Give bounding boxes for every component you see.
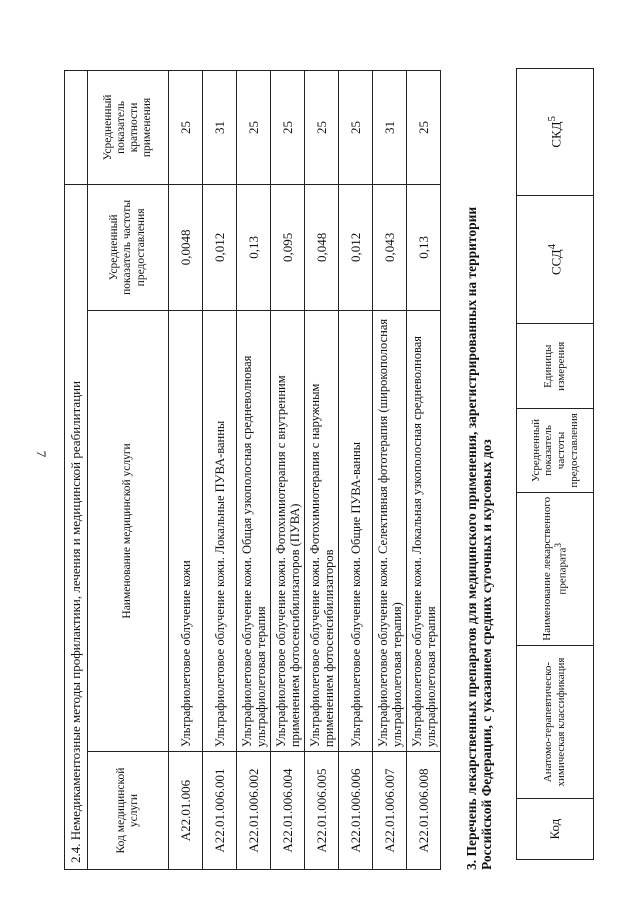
header-name: Наименование медицинской услуги — [88, 310, 169, 751]
service-frequency: 0,012 — [203, 184, 237, 310]
header-row — [88, 71, 169, 870]
table-row — [373, 71, 407, 870]
service-code: A22.01.006.008 — [407, 752, 441, 870]
service-multiplicity: 31 — [373, 71, 407, 185]
drugs-header-ssd — [517, 195, 594, 324]
table-row — [203, 71, 237, 870]
service-multiplicity: 25 — [237, 71, 271, 185]
drugs-header-row — [517, 69, 594, 860]
service-frequency: 0,095 — [271, 184, 305, 310]
table-row — [407, 71, 441, 870]
header-frequency: Усредненный показатель частоты предоставления — [88, 184, 169, 310]
service-frequency: 0,13 — [407, 184, 441, 310]
service-multiplicity: 25 — [169, 71, 203, 185]
drugs-header-ssd-footnote: 4 — [545, 244, 558, 250]
page-number: 7 — [34, 450, 49, 458]
service-code: A22.01.006.005 — [305, 752, 339, 870]
table-row — [339, 71, 373, 870]
service-code: A22.01.006.007 — [373, 752, 407, 870]
drugs-header-unit: Единицы измерения — [517, 324, 594, 409]
service-frequency: 0,048 — [305, 184, 339, 310]
section-3-heading — [464, 80, 494, 870]
service-frequency: 0,012 — [339, 184, 373, 310]
table-row — [305, 71, 339, 870]
service-name: Ультрафиолетовое облучение кожи. Локальные ПУВА-ванны — [203, 310, 237, 751]
drugs-table — [516, 68, 594, 860]
service-frequency: 0,043 — [373, 184, 407, 310]
service-code: A22.01.006.006 — [339, 752, 373, 870]
section-title: 2.4. Немедикаментозные методы профилактики, лечения и медицинской реабилитации — [65, 184, 88, 869]
section-3-heading-line2: Российской Федерации, с указанием средних суточных и курсовых доз — [479, 439, 495, 870]
service-code: A22.01.006.002 — [237, 752, 271, 870]
drugs-header-skd-text: СКД — [548, 121, 564, 148]
section-title-row — [65, 71, 88, 870]
service-multiplicity: 25 — [305, 71, 339, 185]
service-name: Ультрафиолетовое облучение кожи. Локальная узкополосная средневолновая ультрафиолетовая терапия — [407, 310, 441, 751]
section-3-heading-line1: 3. Перечень лекарственных препаратов для медицинского применения, зарегистрированных на территории — [464, 206, 479, 870]
service-frequency: 0,0048 — [169, 184, 203, 310]
service-name: Ультрафиолетовое облучение кожи. Фотохимиотерапия с наружным применением фотосенсибилизаторов — [305, 310, 339, 751]
service-name: Ультрафиолетовое облучение кожи. Общие ПУВА-ванны — [339, 310, 373, 751]
table-row — [237, 71, 271, 870]
service-code: A22.01.006.004 — [271, 752, 305, 870]
service-name: Ультрафиолетовое облучение кожи. Фотохимиотерапия с внутренним применением фотосенсибилизаторов (ПУВА) — [271, 310, 305, 751]
service-code: A22.01.006.001 — [203, 752, 237, 870]
drugs-header-ssd-text: ССД — [548, 249, 564, 275]
drugs-header-frequency: Усредненный показатель частоты предоставления — [517, 409, 594, 492]
service-name: Ультрафиолетовое облучение кожи — [169, 310, 203, 751]
drugs-header-drug-footnote: 3 — [553, 543, 564, 548]
drugs-header-drug-text: Наименование лекарственного препарата — [540, 496, 569, 641]
table-row — [169, 71, 203, 870]
drugs-header-skd — [517, 69, 594, 196]
drugs-header-code: Код — [517, 799, 594, 860]
rotated-page — [64, 40, 624, 870]
section-title-blank — [65, 71, 88, 185]
service-multiplicity: 25 — [271, 71, 305, 185]
drugs-header-skd-footnote: 5 — [545, 116, 558, 122]
table-row — [271, 71, 305, 870]
service-multiplicity: 25 — [339, 71, 373, 185]
service-multiplicity: 25 — [407, 71, 441, 185]
drugs-header-atc: Анатомо-терапевтическо-химическая классификация — [517, 645, 594, 798]
service-name: Ультрафиолетовое облучение кожи. Общая узкополосная средневолновая ультрафиолетовая терапия — [237, 310, 271, 751]
service-code: A22.01.006 — [169, 752, 203, 870]
service-name: Ультрафиолетовое облучение кожи. Селективная фототерапия (широкополосная ультрафиолетовая терапия) — [373, 310, 407, 751]
service-frequency: 0,13 — [237, 184, 271, 310]
header-multiplicity: Усредненный показатель кратности применения — [88, 71, 169, 185]
drugs-header-drug — [517, 492, 594, 645]
header-code: Код медицинской услуги — [88, 752, 169, 870]
services-table — [64, 70, 441, 870]
service-multiplicity: 31 — [203, 71, 237, 185]
